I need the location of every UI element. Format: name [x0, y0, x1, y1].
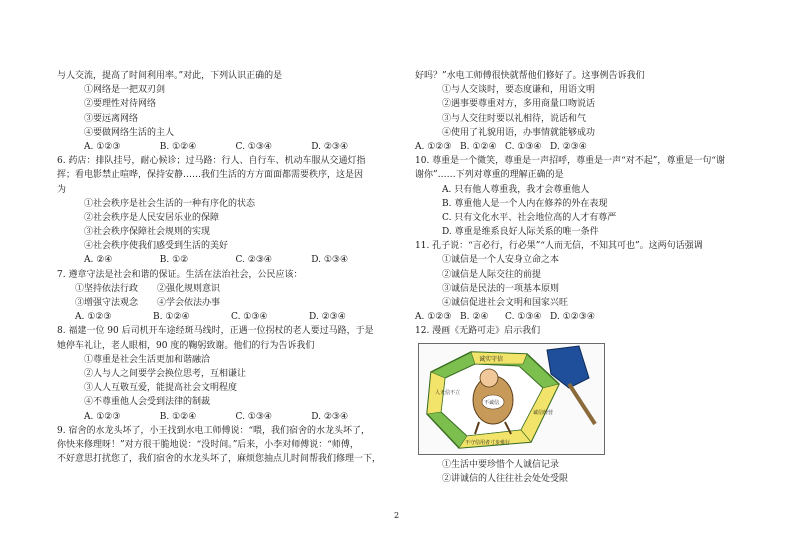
q7-option-row — [57, 297, 387, 311]
q11-option: ③诚信是民法的一项基本原则 — [442, 283, 560, 294]
q10-option: C. 只有文化水平、社会地位高的人才有尊严 — [442, 212, 617, 223]
choice-c: C. ①③④ — [505, 312, 542, 323]
q6-option: ②社会秩序是人民安居乐业的保障 — [84, 212, 220, 223]
q11-option: ②诚信是人际交往的前提 — [442, 269, 542, 280]
q8-option: ③人人互敬互爱，能提高社会文明程度 — [84, 383, 238, 394]
q7-option: ④学会依法办事 — [157, 298, 221, 308]
q10-option: D. 尊重是维系良好人际关系的唯一条件 — [442, 227, 599, 238]
q10-stem: 10. 尊重是一个微笑，尊重是一声招呼，尊重是一声“对不起”，尊重是一句“谢 — [415, 156, 725, 167]
q9-stem: 你快来修理呀！”对方很干脆地说：“没时间。”后来，小李对师傅说：“师傅， — [57, 439, 359, 450]
q5-option: ②要理性对待网络 — [84, 99, 157, 110]
choice-a: A. ①②③ — [415, 141, 452, 152]
q7-option: ①坚持依法行政 — [75, 283, 139, 294]
bottom-band-label: 不守信用者寸步难行 — [465, 439, 511, 446]
q11-choices — [415, 311, 745, 325]
left-column — [57, 70, 387, 467]
q8-choices — [57, 411, 387, 425]
character-head — [480, 369, 498, 387]
q6-stem: 6. 药店：排队挂号，耐心候诊；过马路：行人、自行车、机动车服从交通灯指 — [57, 156, 366, 167]
choice-d: D. ②③④ — [311, 141, 349, 152]
choice-b: B. ①②④ — [460, 141, 497, 152]
q9-choices — [415, 141, 745, 155]
choice-b: B. ①②④ — [159, 411, 197, 422]
q8-option: ①尊重是社会生活更加和谐融洽 — [84, 354, 211, 365]
q7-option: ②强化规则意识 — [157, 283, 221, 294]
q7-option-row — [57, 283, 387, 297]
right-band-label: 诚信经营 — [533, 409, 554, 416]
q8-option: ④不尊重他人会受到法律的制裁 — [84, 397, 211, 408]
choice-a: A. ①②③ — [415, 312, 452, 323]
q8-stem: 她停车礼让，老人眼相，90 度的鞠躬致谢。他们的行为告诉我们 — [57, 340, 315, 351]
page-number: 2 — [394, 511, 400, 520]
choice-d: D. ②③④ — [309, 312, 346, 323]
q11-option: ④诚信促进社会文明和国家兴旺 — [442, 298, 569, 308]
q7-stem: 7. 遵章守法是社会和谐的保证。生活在法治社会，公民应该： — [57, 269, 303, 280]
choice-d: D. ①②③④ — [550, 312, 595, 323]
choice-b: B. ②④ — [460, 312, 489, 323]
choice-c: C. ①③④ — [235, 141, 272, 152]
q6-option: ③社会秩序保障社会规则的实现 — [84, 227, 211, 238]
q8-option: ②人与人之间要学会换位思考，互相谦让 — [84, 368, 247, 379]
choice-d: D. ①③④ — [311, 255, 349, 266]
left-band-label: 人无信不立 — [435, 389, 461, 396]
q5-option: ④要做网络生活的主人 — [84, 127, 175, 138]
q5-option: ①网络是一把双刃剑 — [84, 85, 166, 96]
choice-d: D. ②③④ — [550, 141, 587, 152]
choice-a: A. ①②③ — [75, 312, 112, 323]
q9-option: ③与人交往时要以礼相待，说话和气 — [442, 113, 587, 124]
top-band-label: 诚实守信 — [479, 355, 504, 363]
right-column — [415, 70, 745, 487]
choice-b: B. ①② — [159, 255, 189, 266]
hammer-handle — [569, 384, 595, 424]
choice-c: C. ①③④ — [231, 312, 268, 323]
cartoon-image — [418, 343, 605, 455]
cartoon-drawing — [419, 344, 604, 454]
choice-a: A. ①②③ — [84, 411, 121, 422]
q12-option: ①生活中要珍惜个人诚信记录 — [442, 459, 560, 470]
q10-option: B. 尊重他人是一个人内在修养的外在表现 — [442, 198, 608, 209]
q5-choices — [57, 141, 387, 155]
q6-stem: 挥；看电影禁止喧哗，保持安静……我们生活的方方面面都需要秩序，这是因 — [57, 170, 364, 181]
q9-option: ②遇事要尊重对方，多用商量口吻说话 — [442, 99, 596, 110]
q6-choices — [57, 254, 387, 268]
q10-stem: 谢你”……下列对尊重的理解正确的是 — [415, 170, 564, 181]
choice-a: A. ②④ — [84, 255, 113, 266]
choice-b: B. ①②④ — [159, 141, 197, 152]
character-label: 不诚信 — [484, 399, 500, 406]
q5-option: ③要远离网络 — [84, 113, 139, 124]
q7-option: ③增强守法观念 — [75, 298, 139, 308]
q7-choices — [57, 311, 387, 325]
q9-option: ④使用了礼貌用语，办事情就能够成功 — [442, 127, 596, 138]
q11-stem: 11. 孔子说：“言必行，行必果”“人而无信，不知其可也”。这两句话强调 — [415, 241, 703, 252]
choice-d: D. ②③④ — [311, 411, 349, 422]
choice-a: A. ①②③ — [84, 141, 121, 152]
q6-option: ①社会秩序是社会生活的一种有序化的状态 — [84, 198, 256, 209]
q9-option: ①与人交谈时，要态度谦和，用语文明 — [442, 85, 596, 96]
choice-c: C. ①③④ — [235, 411, 272, 422]
q9-stem: 不好意思打扰您了，我们宿舍的水龙头坏了，麻烦您抽点儿时间帮我们修理一下， — [57, 454, 382, 465]
q10-option: A. 只有他人尊重我，我才会尊重他人 — [442, 184, 590, 195]
choice-b: B. ①②④ — [153, 312, 190, 323]
choice-c: C. ②③④ — [235, 255, 272, 266]
q12-stem: 12. 漫画《无路可走》启示我们 — [415, 326, 541, 337]
q6-option: ④社会秩序使我们感受到生活的美好 — [84, 241, 229, 252]
choice-c: C. ①③④ — [505, 141, 542, 152]
q4-stem-tail: 与人交流，提高了时间利用率。”对此，下列认识正确的是 — [57, 71, 283, 81]
q6-stem: 为 — [57, 184, 67, 195]
q9-stem-tail: 好吗？”水电工师傅很快就帮他们修好了。这事例告诉我们 — [415, 71, 645, 81]
q9-stem: 9. 宿舍的水龙头坏了，小王找到水电工师傅说：“喂，我们宿舍的水龙头坏了， — [57, 425, 371, 436]
q12-option: ②讲诚信的人往往社会处处受限 — [442, 473, 569, 484]
q11-option: ①诚信是一个人安身立命之本 — [442, 255, 560, 266]
q8-stem: 8. 福建一位 90 后司机开车途经斑马线时，正遇一位拐杖的老人要过马路，于是 — [57, 326, 374, 337]
